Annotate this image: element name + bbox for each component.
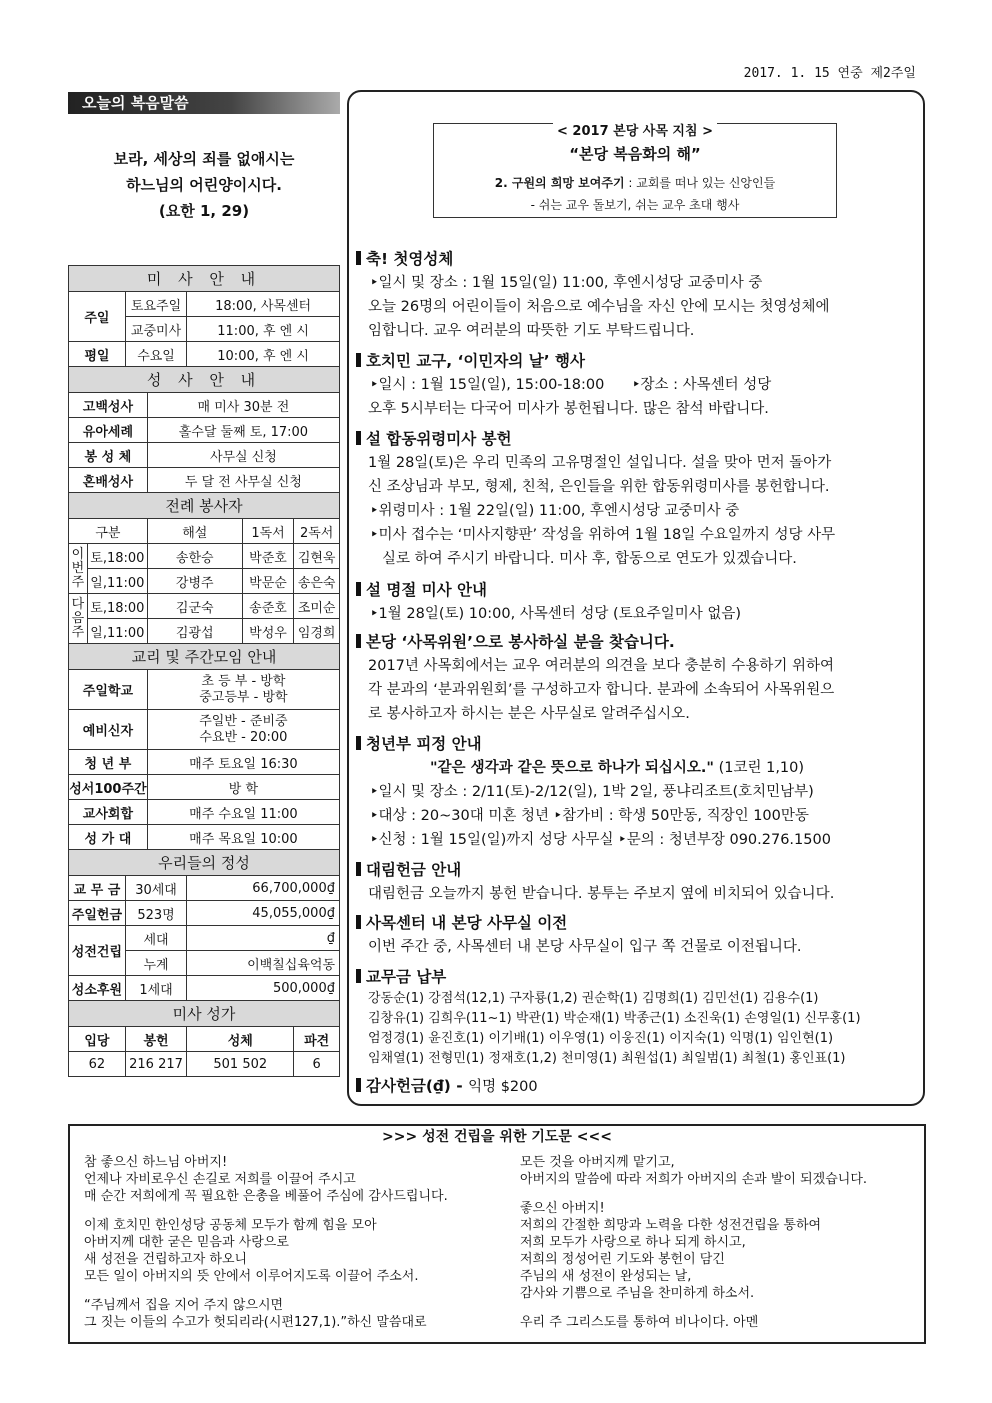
mass-name: 교중미사 (125, 317, 186, 342)
notice-line: 대림헌금 오늘까지 봉헌 받습니다. 봉투는 주보지 옆에 비치되어 있습니다. (368, 886, 835, 902)
policy-box (433, 123, 837, 218)
server-name: 박문순 (242, 569, 294, 594)
notice-office (356, 911, 922, 959)
gospel-line: 보라, 세상의 죄를 없애시는 (113, 150, 295, 168)
prayer-line: 그 짓는 이들의 수고가 헛되리라(시편127,1).”하신 말씀대로 (84, 1315, 427, 1330)
education-header: 교리 및 주간모임 안내 (69, 644, 340, 670)
next-week-label: 다음주 (69, 594, 88, 644)
prayer-spacer (520, 1188, 867, 1200)
notice-line: ‣신청 : 1월 15일(일)까지 성당 사무실 ‣문의 : 청년부장 090.276.1500 (370, 832, 831, 848)
edu-name: 교사회합 (69, 800, 148, 825)
servers-col: 2독서 (294, 519, 340, 544)
sacrament-value: 매 미사 30분 전 (147, 393, 339, 418)
notice-line: 로 봉사하고자 하시는 분은 사무실로 알려주십시오. (368, 706, 690, 722)
notice-line: 2017년 사목회에서는 교우 여러분의 의견을 보다 충분히 수용하기 위하여 (368, 658, 834, 674)
offering-count: 523명 (125, 901, 186, 926)
edu-line: 수요반 - 20:00 (199, 729, 288, 745)
notice-title: 호치민 교구, ‘이민자의 날’ 행사 (356, 349, 922, 373)
notice-title: 설 합동위령미사 봉헌 (356, 427, 922, 451)
edu-value (147, 670, 339, 710)
offering-name: 성소후원 (69, 976, 126, 1001)
edu-name: 예비신자 (69, 710, 148, 750)
offering-amount: 500,000₫ (187, 976, 340, 1001)
edu-value: 매주 수요일 11:00 (147, 800, 339, 825)
offering-amount: 45,055,000₫ (187, 901, 340, 926)
server-name: 김광섭 (147, 619, 242, 644)
edu-line: 중고등부 - 방학 (199, 689, 288, 705)
offering-count: 1세대 (125, 976, 186, 1001)
server-name: 송은숙 (294, 569, 340, 594)
mass-name: 수요일 (125, 342, 186, 367)
notice-title: 사목센터 내 본당 사무실 이전 (356, 911, 922, 935)
offering-count: 세대 (125, 926, 186, 951)
tithe-line: 엄정경(1) 윤진호(1) 이기배(1) 이우영(1) 이웅진(1) 이지숙(1) 익명(1) 임인현(1) (368, 1031, 834, 1046)
notice-tithe (356, 965, 922, 1069)
servers-header: 전례 봉사자 (69, 493, 340, 519)
notice-title: 설 명절 미사 안내 (356, 578, 922, 602)
sacrament-value: 사무실 신청 (147, 443, 339, 468)
offering-count: 누계 (125, 951, 186, 976)
mass-name: 토요주일 (125, 292, 186, 317)
server-name: 임경희 (294, 619, 340, 644)
weekday-label: 평일 (69, 342, 126, 367)
server-time: 일,11:00 (87, 569, 147, 594)
mass-header: 미 사 안 내 (69, 266, 340, 292)
tithe-line: 김창유(1) 김희우(11~1) 박관(1) 박순재(1) 박종근(1) 소진욱(1) 손영일(1) 신무홍(1) (368, 1011, 861, 1026)
prayer-spacer (84, 1285, 448, 1297)
sunday-label: 주일 (69, 292, 126, 342)
prayer-line: 좋으신 아버지! (520, 1201, 605, 1216)
notice-line: 각 분과의 ‘분과위원회’를 구성하고자 합니다. 분과에 소속되어 사목위원으 (368, 682, 835, 698)
offering-count: 30세대 (125, 876, 186, 901)
edu-name: 청 년 부 (69, 750, 148, 775)
mass-time: 11:00, 후 엔 시 (187, 317, 340, 342)
edu-value: 매주 토요일 16:30 (147, 750, 339, 775)
server-name: 조미순 (294, 594, 340, 619)
notice-line: 신 조상님과 부모, 형제, 친척, 은인들을 위한 합동위령미사를 봉헌합니다. (368, 479, 830, 495)
notice-title: 감사헌금(₫) - (356, 1077, 468, 1095)
notice-line: ‣위령미사 : 1월 22일(일) 11:00, 후엔시성당 교중미사 중 (370, 503, 740, 519)
notice-line: 실로 하여 주시기 바랍니다. 미사 후, 합동으로 연도가 있겠습니다. (382, 551, 797, 567)
notice-first-communion (356, 247, 922, 343)
edu-line: 초 등 부 - 방학 (201, 673, 286, 689)
edu-value: 방 학 (147, 775, 339, 800)
tithe-line: 강동순(1) 강점석(12,1) 구자룡(1,2) 권순학(1) 김명희(1) 김민선(1) 김용수(1) (368, 991, 819, 1006)
attendance-value: 216 217 (125, 1052, 186, 1077)
prayer-line: 참 좋으신 하느님 아버지! (84, 1155, 228, 1170)
policy-line: - 쉬는 교우 돌보기, 쉬는 교우 초대 행사 (530, 198, 740, 212)
prayer-line: 저희의 간절한 희망과 노력을 다한 성전건립을 통하여 (520, 1218, 822, 1233)
edu-value: 매주 목요일 10:00 (147, 825, 339, 850)
prayer-line: 아버지께 대한 굳은 믿음과 사랑으로 (84, 1235, 289, 1250)
offering-amount: 이백칠십육억동 (187, 951, 340, 976)
gospel-reference: (요한 1, 29) (158, 202, 250, 220)
server-name: 송준호 (242, 594, 294, 619)
bulletin-date: 2017. 1. 15 연중 제2주일 (743, 66, 916, 81)
servers-col: 구분 (69, 519, 148, 544)
prayer-line: 모든 것을 아버지께 맡기고, (520, 1155, 675, 1170)
prayer-line: 저희의 정성어린 기도와 봉헌이 담긴 (520, 1252, 725, 1267)
prayer-left-column (84, 1154, 448, 1331)
notice-new-year-mass (356, 578, 922, 626)
prayer-line: 언제나 자비로우신 손길로 저희를 이끌어 주시고 (84, 1172, 356, 1187)
notice-line: ‣미사 접수는 ‘미사지향판’ 작성을 위하여 1월 18일 수요일까지 성당 사무 (370, 527, 836, 543)
edu-line: 주일반 - 준비중 (199, 713, 288, 729)
mass-time: 18:00, 사목센터 (187, 292, 340, 317)
server-name: 박준호 (242, 544, 294, 569)
mass-time: 10:00, 후 엔 시 (187, 342, 340, 367)
notice-line: ‣1월 28일(토) 10:00, 사목센터 성당 (토요주일미사 없음) (370, 606, 742, 622)
notice-migrants (356, 349, 922, 421)
tithe-line: 임채열(1) 전형민(1) 정재호(1,2) 천미영(1) 최원섭(1) 최일범(1) 최철(1) 홍인표(1) (368, 1051, 846, 1066)
prayer-line: 새 성전을 건립하고자 하오니 (84, 1252, 248, 1267)
prayer-line: 이제 호치민 한인성당 공동체 모두가 함께 힘을 모아 (84, 1218, 377, 1233)
attendance-col: 봉헌 (125, 1027, 186, 1052)
prayer-line: 주님의 새 성전이 완성되는 날, (520, 1269, 692, 1284)
prayer-box (68, 1124, 926, 1344)
prayer-line: 감사와 기쁨으로 주님을 찬미하게 하소서. (520, 1286, 755, 1301)
prayer-line: 저희 모두가 사랑으로 하나 되게 하시고, (520, 1235, 746, 1250)
policy-line-bold: 2. 구원의 희망 보여주기 (494, 176, 625, 190)
notice-line: ‣일시 및 장소 : 1월 15일(일) 11:00, 후엔시성당 교중미사 중 (370, 275, 763, 291)
policy-line-rest: : 교회를 떠나 있는 신앙인들 (624, 176, 776, 190)
thanks-value: 익명 $200 (468, 1079, 538, 1095)
notice-line: 1월 28일(토)은 우리 민족의 고유명절인 설입니다. 설을 맞아 먼저 돌아가 (368, 455, 832, 471)
notice-title: 본당 ‘사목위원’으로 봉사하실 분을 찾습니다. (356, 630, 922, 654)
policy-title: < 2017 본당 사목 지침 > (553, 120, 717, 139)
youth-quote (356, 756, 922, 780)
offering-amount: ₫ (187, 926, 340, 951)
server-time: 일,11:00 (87, 619, 147, 644)
prayer-line: 아버지의 말씀에 따라 저희가 아버지의 손과 발이 되겠습니다. (520, 1172, 868, 1187)
sacrament-name: 유아세례 (69, 418, 148, 443)
this-week-label: 이번주 (69, 544, 88, 594)
sacrament-name: 고백성사 (69, 393, 148, 418)
gospel-text (68, 146, 340, 224)
attendance-value: 62 (69, 1052, 126, 1077)
server-time: 토,18:00 (87, 594, 147, 619)
edu-name: 성서100주간 (69, 775, 148, 800)
notice-line: ‣대상 : 20~30대 미혼 청년 ‣참가비 : 학생 50만동, 직장인 100만동 (370, 808, 809, 824)
sacrament-header: 성 사 안 내 (69, 367, 340, 393)
attendance-header: 미사 성가 (69, 1001, 340, 1027)
notice-line: 임합니다. 교우 여러분의 따뜻한 기도 부탁드립니다. (368, 323, 695, 339)
prayer-title: >>> 성전 건립을 위한 기도문 <<< (382, 1129, 612, 1145)
sacrament-name: 봉 성 체 (69, 443, 148, 468)
attendance-value: 6 (294, 1052, 340, 1077)
servers-col: 1독서 (242, 519, 294, 544)
edu-value (147, 710, 339, 750)
notice-title: 청년부 피정 안내 (356, 732, 922, 756)
server-name: 강병주 (147, 569, 242, 594)
server-name: 김군숙 (147, 594, 242, 619)
gospel-title: 오늘의 복음말씀 (68, 92, 340, 114)
notice-advent (356, 858, 922, 906)
attendance-col: 파견 (294, 1027, 340, 1052)
server-name: 박성우 (242, 619, 294, 644)
notice-line: 이번 주간 중, 사목센터 내 본당 사무실이 입구 쪽 건물로 이전됩니다. (368, 939, 802, 955)
edu-name: 성 가 대 (69, 825, 148, 850)
offerings-header: 우리들의 정성 (69, 850, 340, 876)
notice-line: 오후 5시부터는 다국어 미사가 봉헌됩니다. 많은 참석 바랍니다. (368, 401, 769, 417)
prayer-line: 우리 주 그리스도를 통하여 비나이다. 아멘 (520, 1315, 759, 1330)
youth-quote-text: "같은 생각과 같은 뜻으로 하나가 되십시오." (430, 760, 714, 776)
prayer-line: “주님께서 집을 지어 주지 않으시면 (84, 1298, 284, 1313)
notice-line: ‣일시 및 장소 : 2/11(토)-2/12(일), 1박 2일, 풍냐리조트(호치민남부) (370, 784, 814, 800)
notice-title: 교무금 납부 (356, 965, 922, 989)
sacrament-value: 두 달 전 사무실 신청 (147, 468, 339, 493)
notice-line: ‣일시 : 1월 15일(일), 15:00-18:00 ‣장소 : 사목센터 성당 (370, 377, 772, 393)
youth-quote-ref: (1코린 1,10) (713, 760, 805, 776)
notice-title: 축! 첫영성체 (356, 247, 922, 271)
sacrament-name: 혼배성사 (69, 468, 148, 493)
notice-memorial (356, 427, 922, 571)
prayer-line: 매 순간 저희에게 꼭 필요한 은총을 베풀어 주심에 감사드립니다. (84, 1189, 448, 1204)
policy-subtitle: “본당 복음화의 해” (569, 145, 701, 163)
notice-thanks (356, 1074, 922, 1099)
server-name: 송한승 (147, 544, 242, 569)
policy-line (434, 174, 836, 191)
prayer-spacer (520, 1302, 867, 1314)
edu-name: 주일학교 (69, 670, 148, 710)
offering-name: 주일헌금 (69, 901, 126, 926)
notice-title: 대림헌금 안내 (356, 858, 922, 882)
notice-youth (356, 732, 922, 852)
notice-committee (356, 630, 922, 726)
attendance-value: 501 502 (187, 1052, 294, 1077)
sacrament-value: 홀수달 둘째 토, 17:00 (147, 418, 339, 443)
notice-line: 오늘 26명의 어린이들이 처음으로 예수님을 자신 안에 모시는 첫영성체에 (368, 299, 830, 315)
offering-amount: 66,700,000₫ (187, 876, 340, 901)
server-time: 토,18:00 (87, 544, 147, 569)
server-name: 김현욱 (294, 544, 340, 569)
prayer-spacer (84, 1205, 448, 1217)
prayer-right-column (520, 1154, 867, 1331)
attendance-col: 성체 (187, 1027, 294, 1052)
prayer-line: 모든 일이 아버지의 뜻 안에서 이루어지도록 이끌어 주소서. (84, 1269, 419, 1284)
info-table (68, 265, 340, 1077)
servers-col: 해설 (147, 519, 242, 544)
offering-name: 교 무 금 (69, 876, 126, 901)
offering-name: 성전건립 (69, 926, 126, 976)
attendance-col: 입당 (69, 1027, 126, 1052)
gospel-line: 하느님의 어린양이시다. (126, 176, 282, 194)
